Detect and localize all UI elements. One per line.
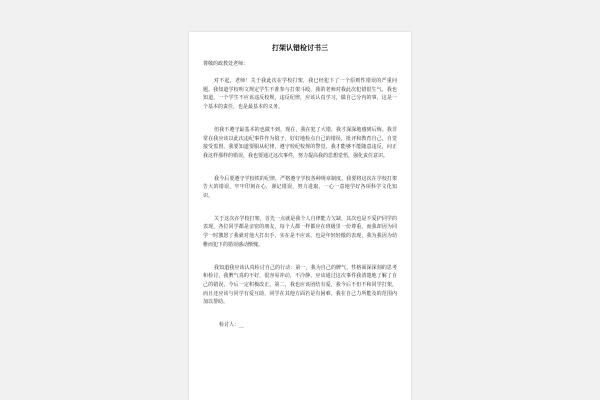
paragraph-analysis: 关于这次在学校打架，首先一点就是我个人自律能力欠缺，其次也是不爱护同学的表现，各位同学都是亲密的朋友，每个人都一样都应在班级里一份尊重，而我却因为同学一时激怒了我就对他大打出手，实在是不应该，也是年轻轻傲的表现，我为我因为幼稚而犯下的错误感动惭愧。 — [203, 215, 397, 248]
paragraph-self-review: 我知道我应该认真检讨自己的行动：第一，我为自己的脾气，性格面深深刻的思考和检讨，我脾气真的不好，很容易冲动，不冷静，应该通过这次事件我清楚地了解了自己的错误，今后一定积极改正。第二，我也应该团结有爱，我今后不但不和同学打架，而且还应该与同学有爱互助，同学在其他方面若是有困难，我在自己力所能及的范围内加以帮助。 — [203, 264, 397, 306]
paragraph-apology: 对不起，老师！关于我此次在学校打架，我已经犯下了一个原则性错误的严重问题。我知道学校明文规定学生不准参与打架斗殴，我的老师对我此次犯错很生气，我也知道，一个学生不应该违反校规，违反纪律，应该认真学习，做自己分内的事，这是一个基本的责任，也是最基本的义务。 — [203, 78, 397, 111]
signature-line — [203, 321, 397, 329]
paragraph-reflection: 但我不遵守最基本的也做不到，现在，我在犯了大错，我才深深地感到后悔。我非常在我应该以此次违纪事件作为镜子，好好地检点自己的错误，批评和教育自己，自觉接受监督。我要知道要服从纪律，遵守校纪校规的警觉，我才能够不能随意违反，问正我这样那样的错误，我也要通过这次事件，努力提高我的思想觉悟，强化责任意识。 — [203, 126, 397, 159]
document-page — [189, 32, 411, 400]
document-title: 打架认错检讨书三 — [272, 44, 328, 52]
salutation: 尊敬的政教处老师： — [203, 61, 249, 67]
paragraph-commitment: 我今后要遵守学校铁的纪律，严格遵守学校各种规章制度。我要将这次在学校打架告大的错误，牢牢印刻在心，谨记错误，努力进取，一心一意地学好各项科学文化知识。 — [203, 175, 397, 200]
signature-value: __ — [239, 322, 245, 329]
document-content — [203, 44, 397, 329]
signature-label: 检讨人： — [219, 322, 240, 329]
